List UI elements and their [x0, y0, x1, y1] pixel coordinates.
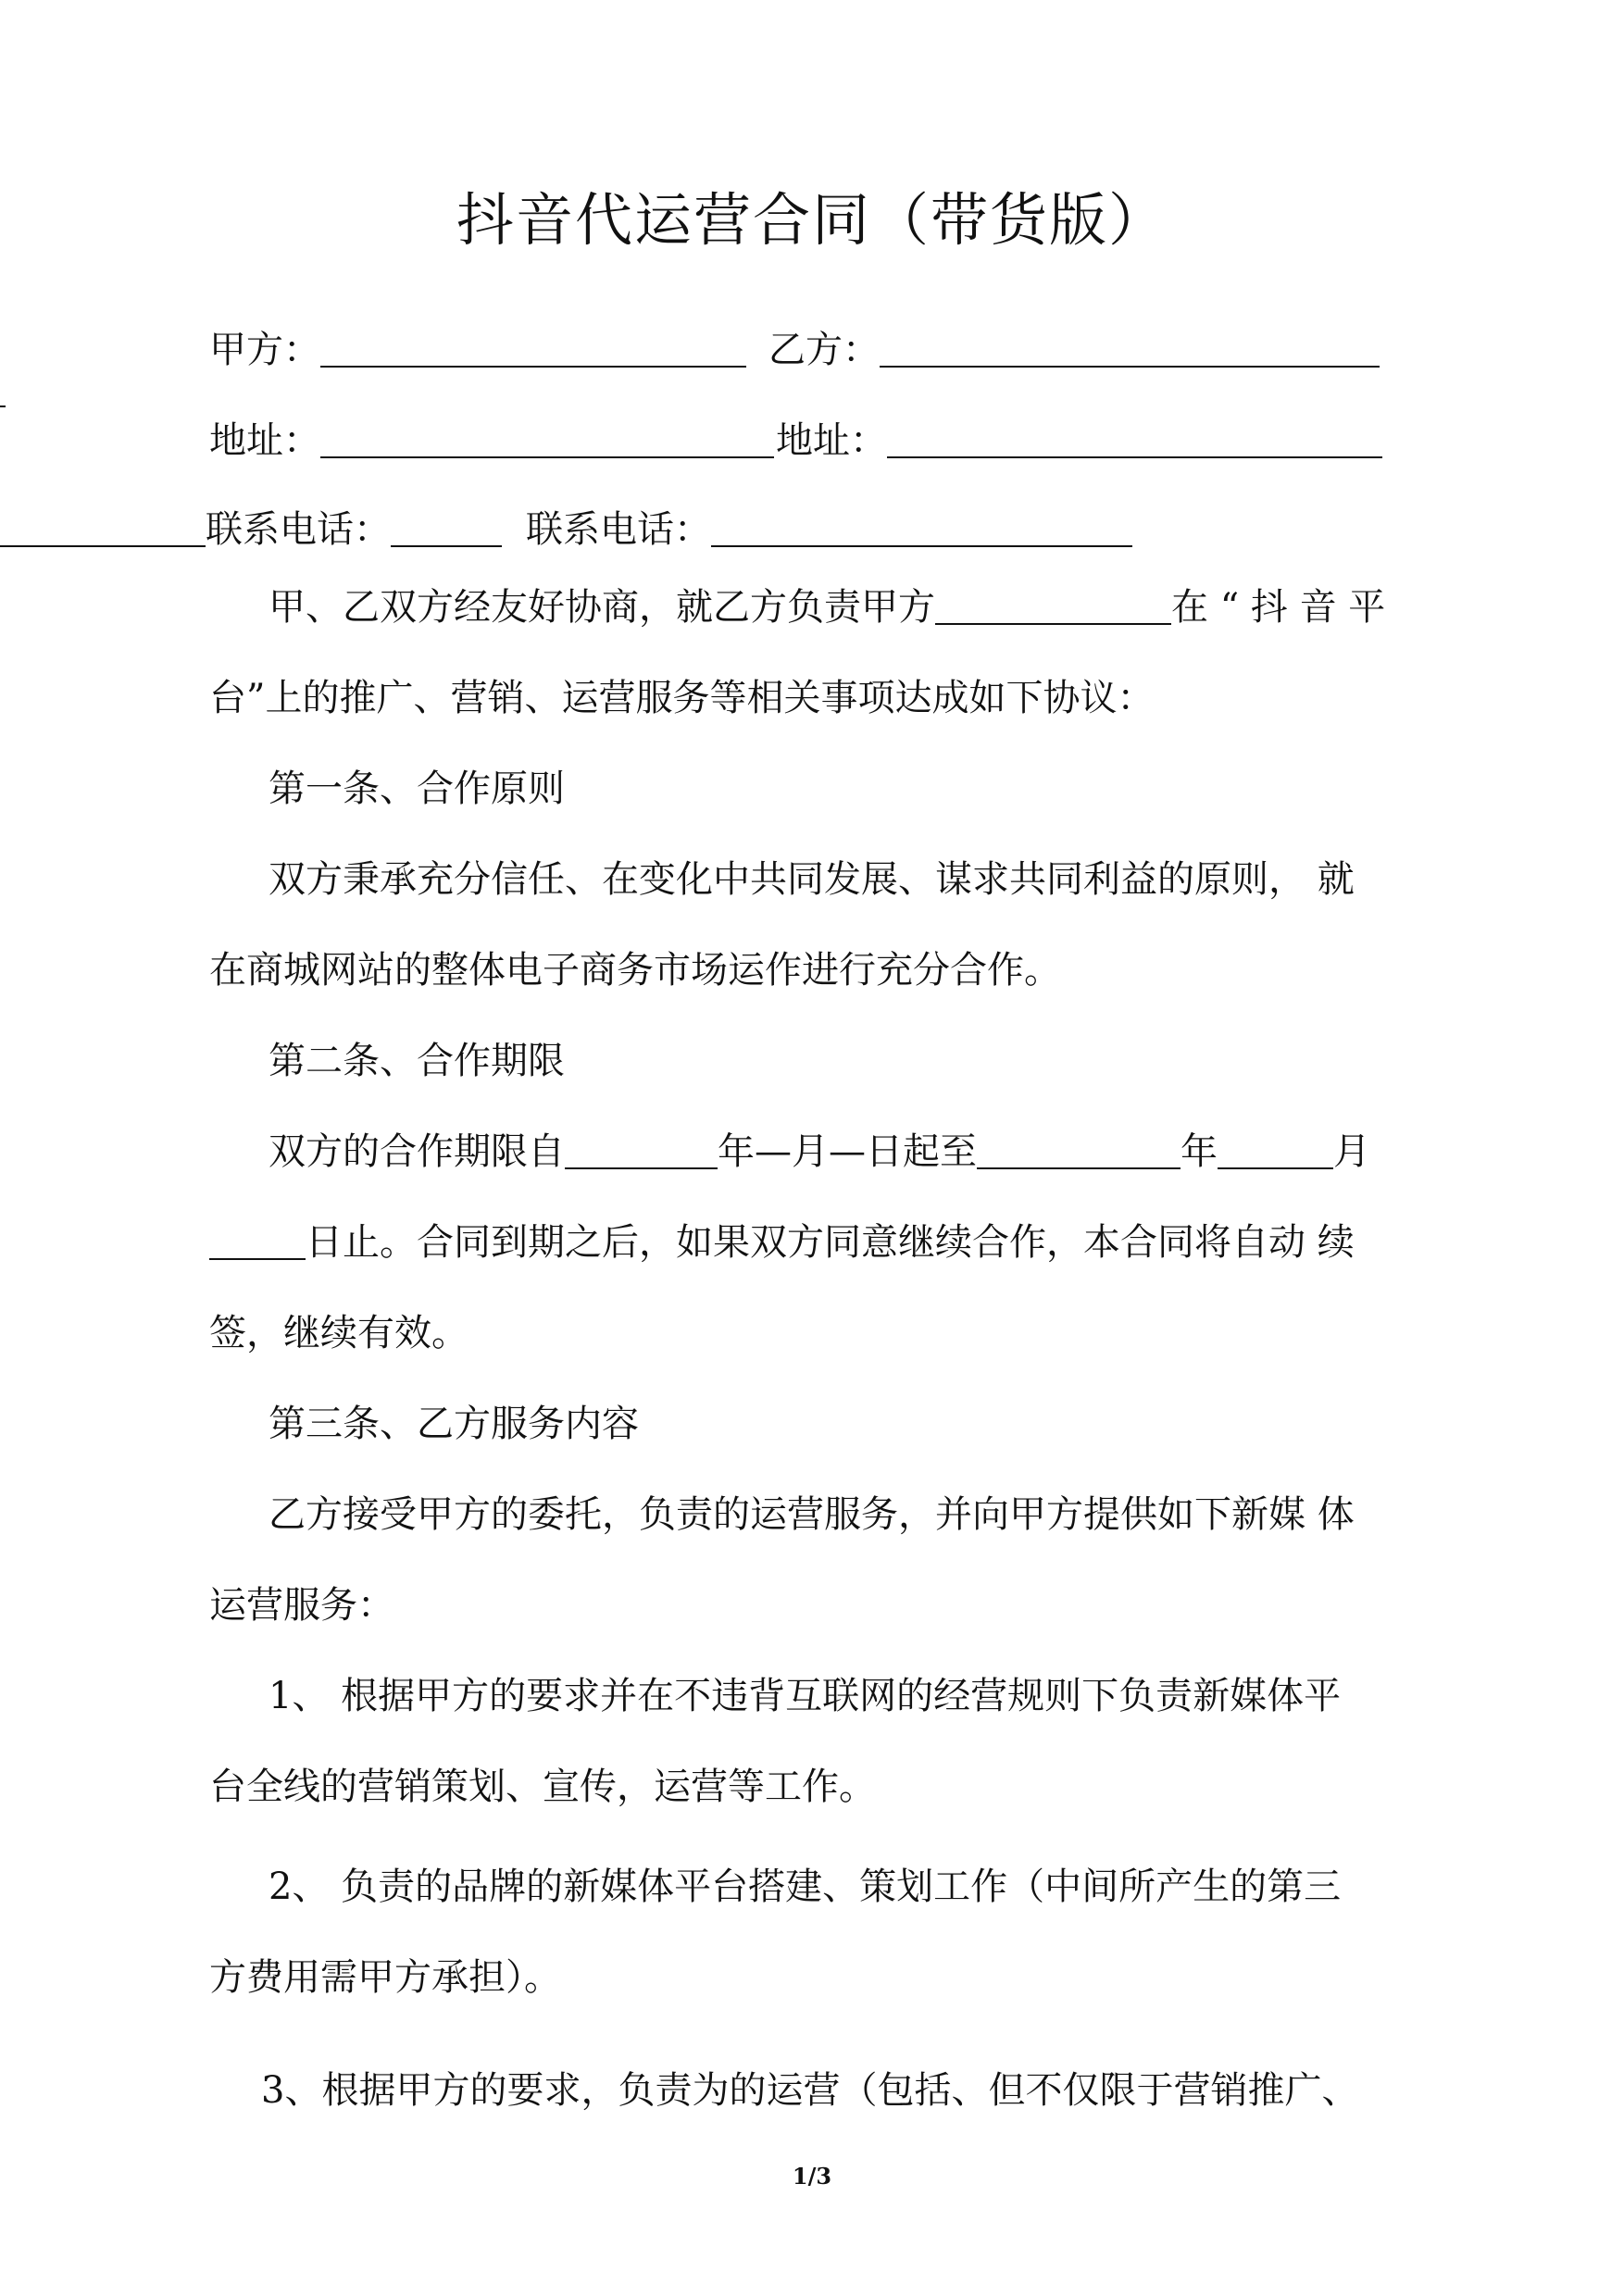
term-start-year-blank[interactable]: [565, 1130, 718, 1169]
phone-b-label: 联系电话：: [526, 508, 711, 551]
article-2-heading: 第二条、合作期限: [269, 1040, 565, 1082]
party-b-blank[interactable]: [880, 329, 1380, 368]
service-item-2-line-1: 2、 负责的品牌的新媒体平台搭建、策划工作（中间所产生的第三: [269, 1866, 1342, 1908]
intro-text-b: 在 “ 抖 音 平: [1171, 586, 1386, 629]
article-1-heading: 第一条、合作原则: [269, 767, 565, 810]
party-a-blank[interactable]: [320, 329, 746, 368]
address-a-label: 地址：: [209, 419, 320, 462]
address-b-line: [776, 415, 1382, 467]
phone-leading-blank[interactable]: [0, 508, 206, 547]
article-3-heading: 第三条、乙方服务内容: [269, 1403, 639, 1445]
intro-blank[interactable]: [935, 586, 1171, 625]
party-a-label: 甲方：: [209, 329, 320, 371]
article-2-line-2: [209, 1217, 1355, 1268]
article-1-line-2: 在商城网站的整体电子商务市场运作进行充分合作。: [209, 949, 1061, 992]
term-text-b: 年—月—日起至: [718, 1130, 977, 1173]
article-3-line-2: 运营服务：: [209, 1584, 394, 1627]
intro-text-a: 甲、乙双方经友好协商，就乙方负责甲方: [269, 586, 935, 629]
term-text-e: 日止。合同到期之后，如果双方同意继续合作，本合同将自动 续: [306, 1221, 1355, 1264]
address-a-blank[interactable]: [320, 419, 774, 458]
term-text-d: 月: [1333, 1130, 1370, 1173]
article-2-line-3: 签，继续有效。: [209, 1312, 468, 1354]
page-number: 1/3: [792, 2163, 832, 2190]
phone-b-blank[interactable]: [711, 508, 1132, 547]
term-end-day-blank[interactable]: [209, 1221, 306, 1260]
address-b-blank[interactable]: [887, 419, 1382, 458]
service-item-1-line-2: 台全线的营销策划、宣传，运营等工作。: [209, 1766, 876, 1808]
article-1-line-1: 双方秉承充分信任、在变化中共同发展、谋求共同利益的原则， 就: [269, 858, 1355, 901]
service-item-2-line-2: 方费用需甲方承担）。: [209, 1956, 561, 1999]
article-2-line-1: [269, 1126, 1370, 1178]
margin-mark: [0, 406, 6, 407]
party-b-line: [768, 324, 1380, 376]
document-title: 抖音代运营合同（带货版）: [456, 186, 1168, 254]
party-b-label: 乙方：: [768, 329, 880, 371]
term-text-a: 双方的合作期限自: [269, 1130, 565, 1173]
intro-line-1: [269, 581, 1385, 633]
phone-a-blank[interactable]: [391, 508, 502, 547]
term-end-month-blank[interactable]: [1218, 1130, 1333, 1169]
service-item-3-line-1: 3、根据甲方的要求，负责为的运营（包括、但不仅限于营销推广、: [261, 2069, 1359, 2112]
phone-line: [0, 504, 1132, 555]
intro-line-2: 台”上的推广、营销、运营服务等相关事项达成如下协议：: [209, 677, 1155, 719]
term-end-year-blank[interactable]: [977, 1130, 1181, 1169]
service-item-1-line-1: 1、 根据甲方的要求并在不违背互联网的经营规则下负责新媒体平: [269, 1675, 1342, 1717]
article-3-line-1: 乙方接受甲方的委托，负责的运营服务，并向甲方提供如下新媒 体: [269, 1493, 1355, 1536]
address-b-label: 地址：: [776, 419, 887, 462]
term-text-c: 年: [1181, 1130, 1218, 1173]
party-a-line: [209, 324, 746, 376]
address-a-line: [209, 415, 774, 467]
phone-a-label: 联系电话：: [206, 508, 391, 551]
